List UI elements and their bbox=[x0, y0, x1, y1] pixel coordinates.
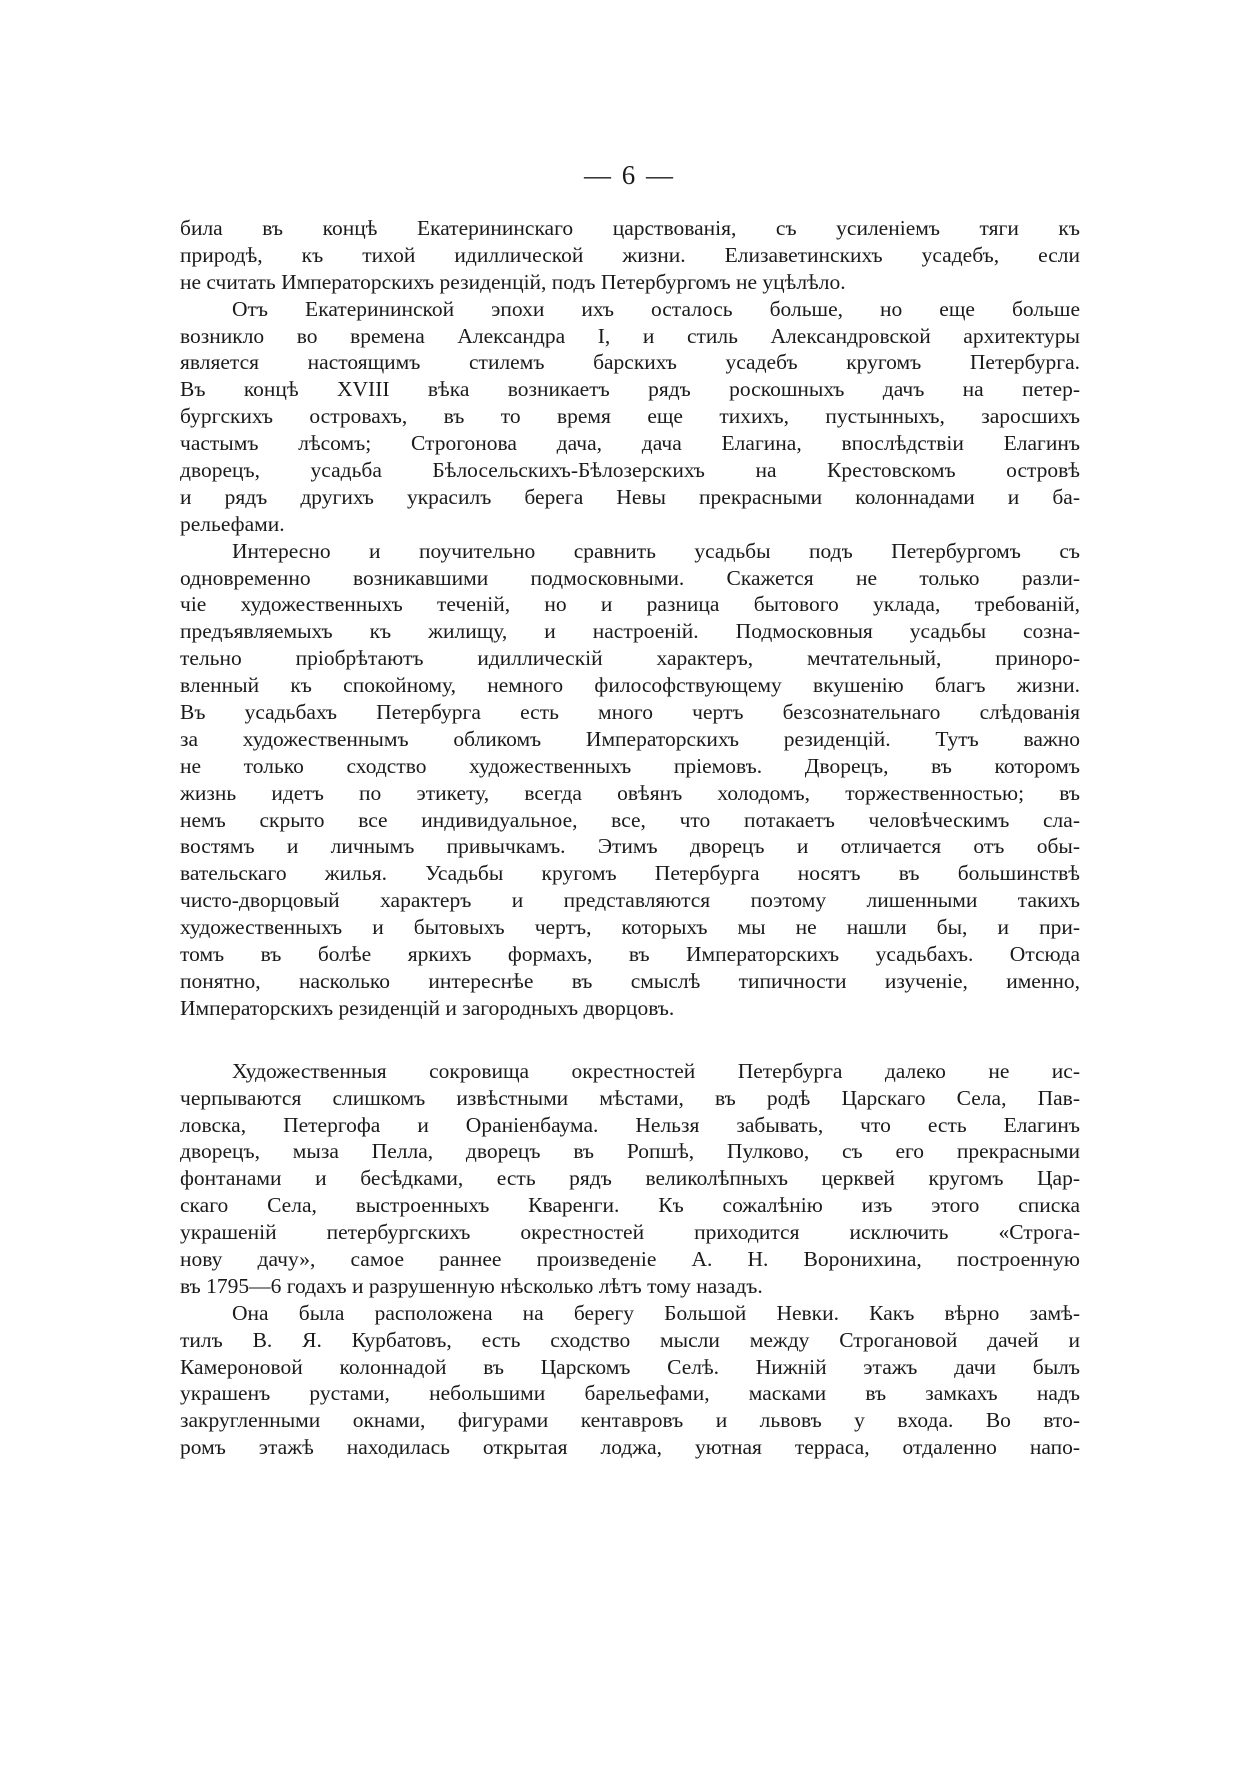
text-line: за художественнымъ обликомъ Императорскихъ резиденцій. Тутъ важно bbox=[180, 726, 1080, 751]
text-line: Въ концѣ XVIII вѣка возникаетъ рядъ роскошныхъ дачъ на петер- bbox=[180, 377, 1080, 402]
text-line: Интересно и поучительно сравнить усадьбы подъ Петербургомъ съ bbox=[232, 538, 1080, 563]
text-line: скаго Села, выстроенныхъ Кваренги. Къ сожалѣнію изъ этого списка bbox=[180, 1193, 1080, 1218]
text-line: дворецъ, усадьба Бѣлосельскихъ-Бѣлозерскихъ на Крестовскомъ островѣ bbox=[180, 458, 1080, 483]
text-line: рельефами. bbox=[180, 511, 285, 536]
text-line: закругленными окнами, фигурами кентавровъ и львовъ у входа. Во вто- bbox=[180, 1408, 1080, 1433]
text-line: вленный къ спокойному, немного философствующему вкушенію благъ жизни. bbox=[180, 673, 1080, 698]
text-line: украшенъ рустами, небольшими барельефами, масками въ замкахъ надъ bbox=[180, 1381, 1080, 1406]
text-line: понятно, насколько интереснѣе въ смыслѣ типичности изученіе, именно, bbox=[180, 968, 1080, 993]
text-line: ромъ этажѣ находилась открытая лоджа, уютная терраса, отдаленно напо- bbox=[180, 1435, 1080, 1460]
text-line: не только сходство художественныхъ пріемовъ. Дворецъ, въ которомъ bbox=[180, 753, 1080, 778]
text-line: немъ скрыто все индивидуальное, все, что потакаетъ человѣческимъ сла- bbox=[180, 807, 1080, 832]
paragraph-3 bbox=[180, 538, 1080, 1022]
text-line: черпываются слишкомъ извѣстными мѣстами, въ родѣ Царскаго Села, Пав- bbox=[180, 1085, 1080, 1110]
text-line: Художественныя сокровища окрестностей Петербурга далеко не ис- bbox=[232, 1058, 1080, 1083]
text-line: бургскихъ островахъ, въ то время еще тихихъ, пустынныхъ, заросшихъ bbox=[180, 404, 1080, 429]
text-line: томъ въ болѣе яркихъ формахъ, въ Императорскихъ усадьбахъ. Отсюда bbox=[180, 942, 1080, 967]
paragraph-1 bbox=[180, 215, 1080, 296]
text-line: дворецъ, мыза Пелла, дворецъ въ Ропшѣ, Пулково, съ его прекрасными bbox=[180, 1139, 1080, 1164]
paragraph-5 bbox=[180, 1300, 1080, 1461]
text-line: возникло во времена Александра I, и стиль Александровской архитектуры bbox=[180, 323, 1080, 348]
section-gap bbox=[180, 1022, 1080, 1058]
text-line: тельно пріобрѣтаютъ идиллическій характеръ, мечтательный, приноро- bbox=[180, 646, 1080, 671]
text-line: одновременно возникавшими подмосковными. Скажется не только разли- bbox=[180, 565, 1080, 590]
text-line: художественныхъ и бытовыхъ чертъ, которыхъ мы не нашли бы, и при- bbox=[180, 915, 1080, 940]
text-line: вательскаго жилья. Усадьбы кругомъ Петербурга носятъ въ большинствѣ bbox=[180, 861, 1080, 886]
text-line: ловска, Петергофа и Ораніенбаума. Нельзя забывать, что есть Елагинъ bbox=[180, 1112, 1080, 1137]
paragraph-4 bbox=[180, 1058, 1080, 1300]
text-line: не считать Императорскихъ резиденцій, подъ Петербургомъ не уцѣлѣло. bbox=[180, 269, 846, 294]
text-line: чіе художественныхъ теченій, но и разница бытового уклада, требованій, bbox=[180, 592, 1080, 617]
text-line: является настоящимъ стилемъ барскихъ усадебъ кругомъ Петербурга. bbox=[180, 350, 1080, 375]
text-line: нову дачу», самое раннее произведеніе А. Н. Воронихина, построенную bbox=[180, 1246, 1080, 1271]
text-line: Отъ Екатерининской эпохи ихъ осталось больше, но еще больше bbox=[232, 296, 1080, 321]
text-line: била въ концѣ Екатерининскаго царствованія, съ усиленіемъ тяги къ bbox=[180, 216, 1080, 240]
text-line: тилъ В. Я. Курбатовъ, есть сходство мысли между Строгановой дачей и bbox=[180, 1327, 1080, 1352]
text-line: Она была расположена на берегу Большой Невки. Какъ вѣрно замѣ- bbox=[232, 1300, 1080, 1325]
text-line: Камероновой колоннадой въ Царскомъ Селѣ. Нижній этажъ дачи былъ bbox=[180, 1354, 1080, 1379]
text-line: чисто-дворцовый характеръ и представляются поэтому лишенными такихъ bbox=[180, 888, 1080, 913]
body-text bbox=[180, 215, 1080, 1461]
text-line: частымъ лѣсомъ; Строгонова дача, дача Елагина, впослѣдствіи Елагинъ bbox=[180, 431, 1080, 456]
text-line: природѣ, къ тихой идиллической жизни. Елизаветинскихъ усадебъ, если bbox=[180, 242, 1080, 267]
text-line: востямъ и личнымъ привычкамъ. Этимъ дворецъ и отличается отъ обы- bbox=[180, 834, 1080, 859]
text-line: жизнь идетъ по этикету, всегда овѣянъ холодомъ, торжественностью; въ bbox=[180, 780, 1080, 805]
text-line: Въ усадьбахъ Петербурга есть много чертъ безсознательнаго слѣдованія bbox=[180, 700, 1080, 725]
text-line: украшеній петербургскихъ окрестностей приходится исключить «Строга- bbox=[180, 1220, 1080, 1245]
text-line: предъявляемыхъ къ жилищу, и настроеній. Подмосковныя усадьбы созна- bbox=[180, 619, 1080, 644]
text-line: Императорскихъ резиденцій и загородныхъ дворцовъ. bbox=[180, 995, 675, 1020]
text-line: въ 1795—6 годахъ и разрушенную нѣсколько лѣтъ тому назадъ. bbox=[180, 1273, 763, 1298]
text-line: и рядъ другихъ украсилъ берега Невы прекрасными колоннадами и ба- bbox=[180, 484, 1080, 509]
paragraph-2 bbox=[180, 296, 1080, 538]
text-line: фонтанами и бесѣдками, есть рядъ великолѣпныхъ церквей кругомъ Цар- bbox=[180, 1166, 1080, 1191]
page-number: — 6 — bbox=[584, 160, 675, 190]
